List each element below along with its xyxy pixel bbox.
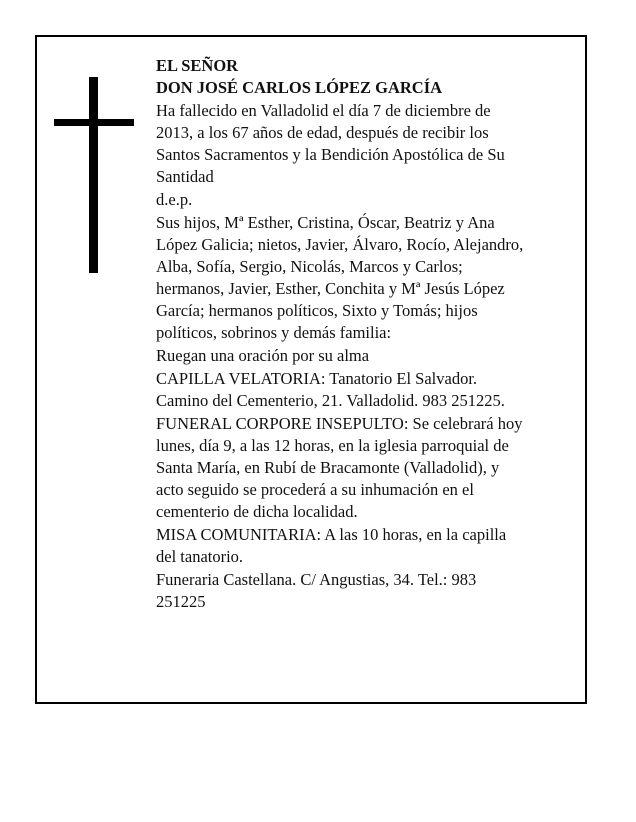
obituary-text [156,55,586,614]
text-line: cementerio de dicha localidad. [156,502,358,521]
text-line: FUNERAL CORPORE INSEPULTO: Se celebrará hoy [156,414,523,433]
text-line: 251225 [156,592,206,611]
text-line: García; hermanos políticos, Sixto y Tomás; hijos [156,301,478,320]
text-line: Funeraria Castellana. C/ Angustias, 34. Tel.: 983 [156,570,477,589]
family-list [156,212,586,344]
text-line: Santa María, en Rubí de Bracamonte (Valladolid), y [156,458,500,477]
dep-text [156,189,586,211]
text-line: Santos Sacramentos y la Bendición Apostólica de Su [156,145,505,164]
text-line: CAPILLA VELATORIA: Tanatorio El Salvador. [156,369,478,388]
text-line: hermanos, Javier, Esther, Conchita y Mª Jesús López [156,279,505,298]
text-line: Camino del Cementerio, 21. Valladolid. 983 251225. [156,391,505,410]
wake-chapel-info [156,368,586,412]
prayer-request [156,345,586,367]
cross-horizontal-bar [54,119,134,126]
text-line: 2013, a los 67 años de edad, después de recibir los [156,123,489,142]
obituary-notice [35,35,587,704]
text-line: MISA COMUNITARIA: A las 10 horas, en la capilla [156,525,507,544]
text-line: acto seguido se procederá a su inhumación en el [156,480,474,499]
text-line: d.e.p. [156,190,193,209]
text-line: Ruegan una oración por su alma [156,346,370,365]
cross-vertical-bar [89,77,98,273]
text-line: del tanatorio. [156,547,244,566]
text-line: Alba, Sofía, Sergio, Nicolás, Marcos y Carlos; [156,257,463,276]
text-line: lunes, día 9, a las 12 horas, en la iglesia parroquial de [156,436,509,455]
death-announcement [156,100,586,188]
community-mass-info [156,524,586,568]
funeral-home-info [156,569,586,613]
funeral-info [156,413,586,523]
text-line: políticos, sobrinos y demás familia: [156,323,392,342]
text-line: López Galicia; nietos, Javier, Álvaro, Rocío, Alejandro, [156,235,524,254]
heading [156,55,586,99]
text-line: Santidad [156,167,214,186]
text-line: Sus hijos, Mª Esther, Cristina, Óscar, Beatriz y Ana [156,213,495,232]
text-line: Ha fallecido en Valladolid el día 7 de diciembre de [156,101,491,120]
honorific-title: EL SEÑOR [156,56,239,75]
deceased-name: DON JOSÉ CARLOS LÓPEZ GARCÍA [156,78,443,97]
